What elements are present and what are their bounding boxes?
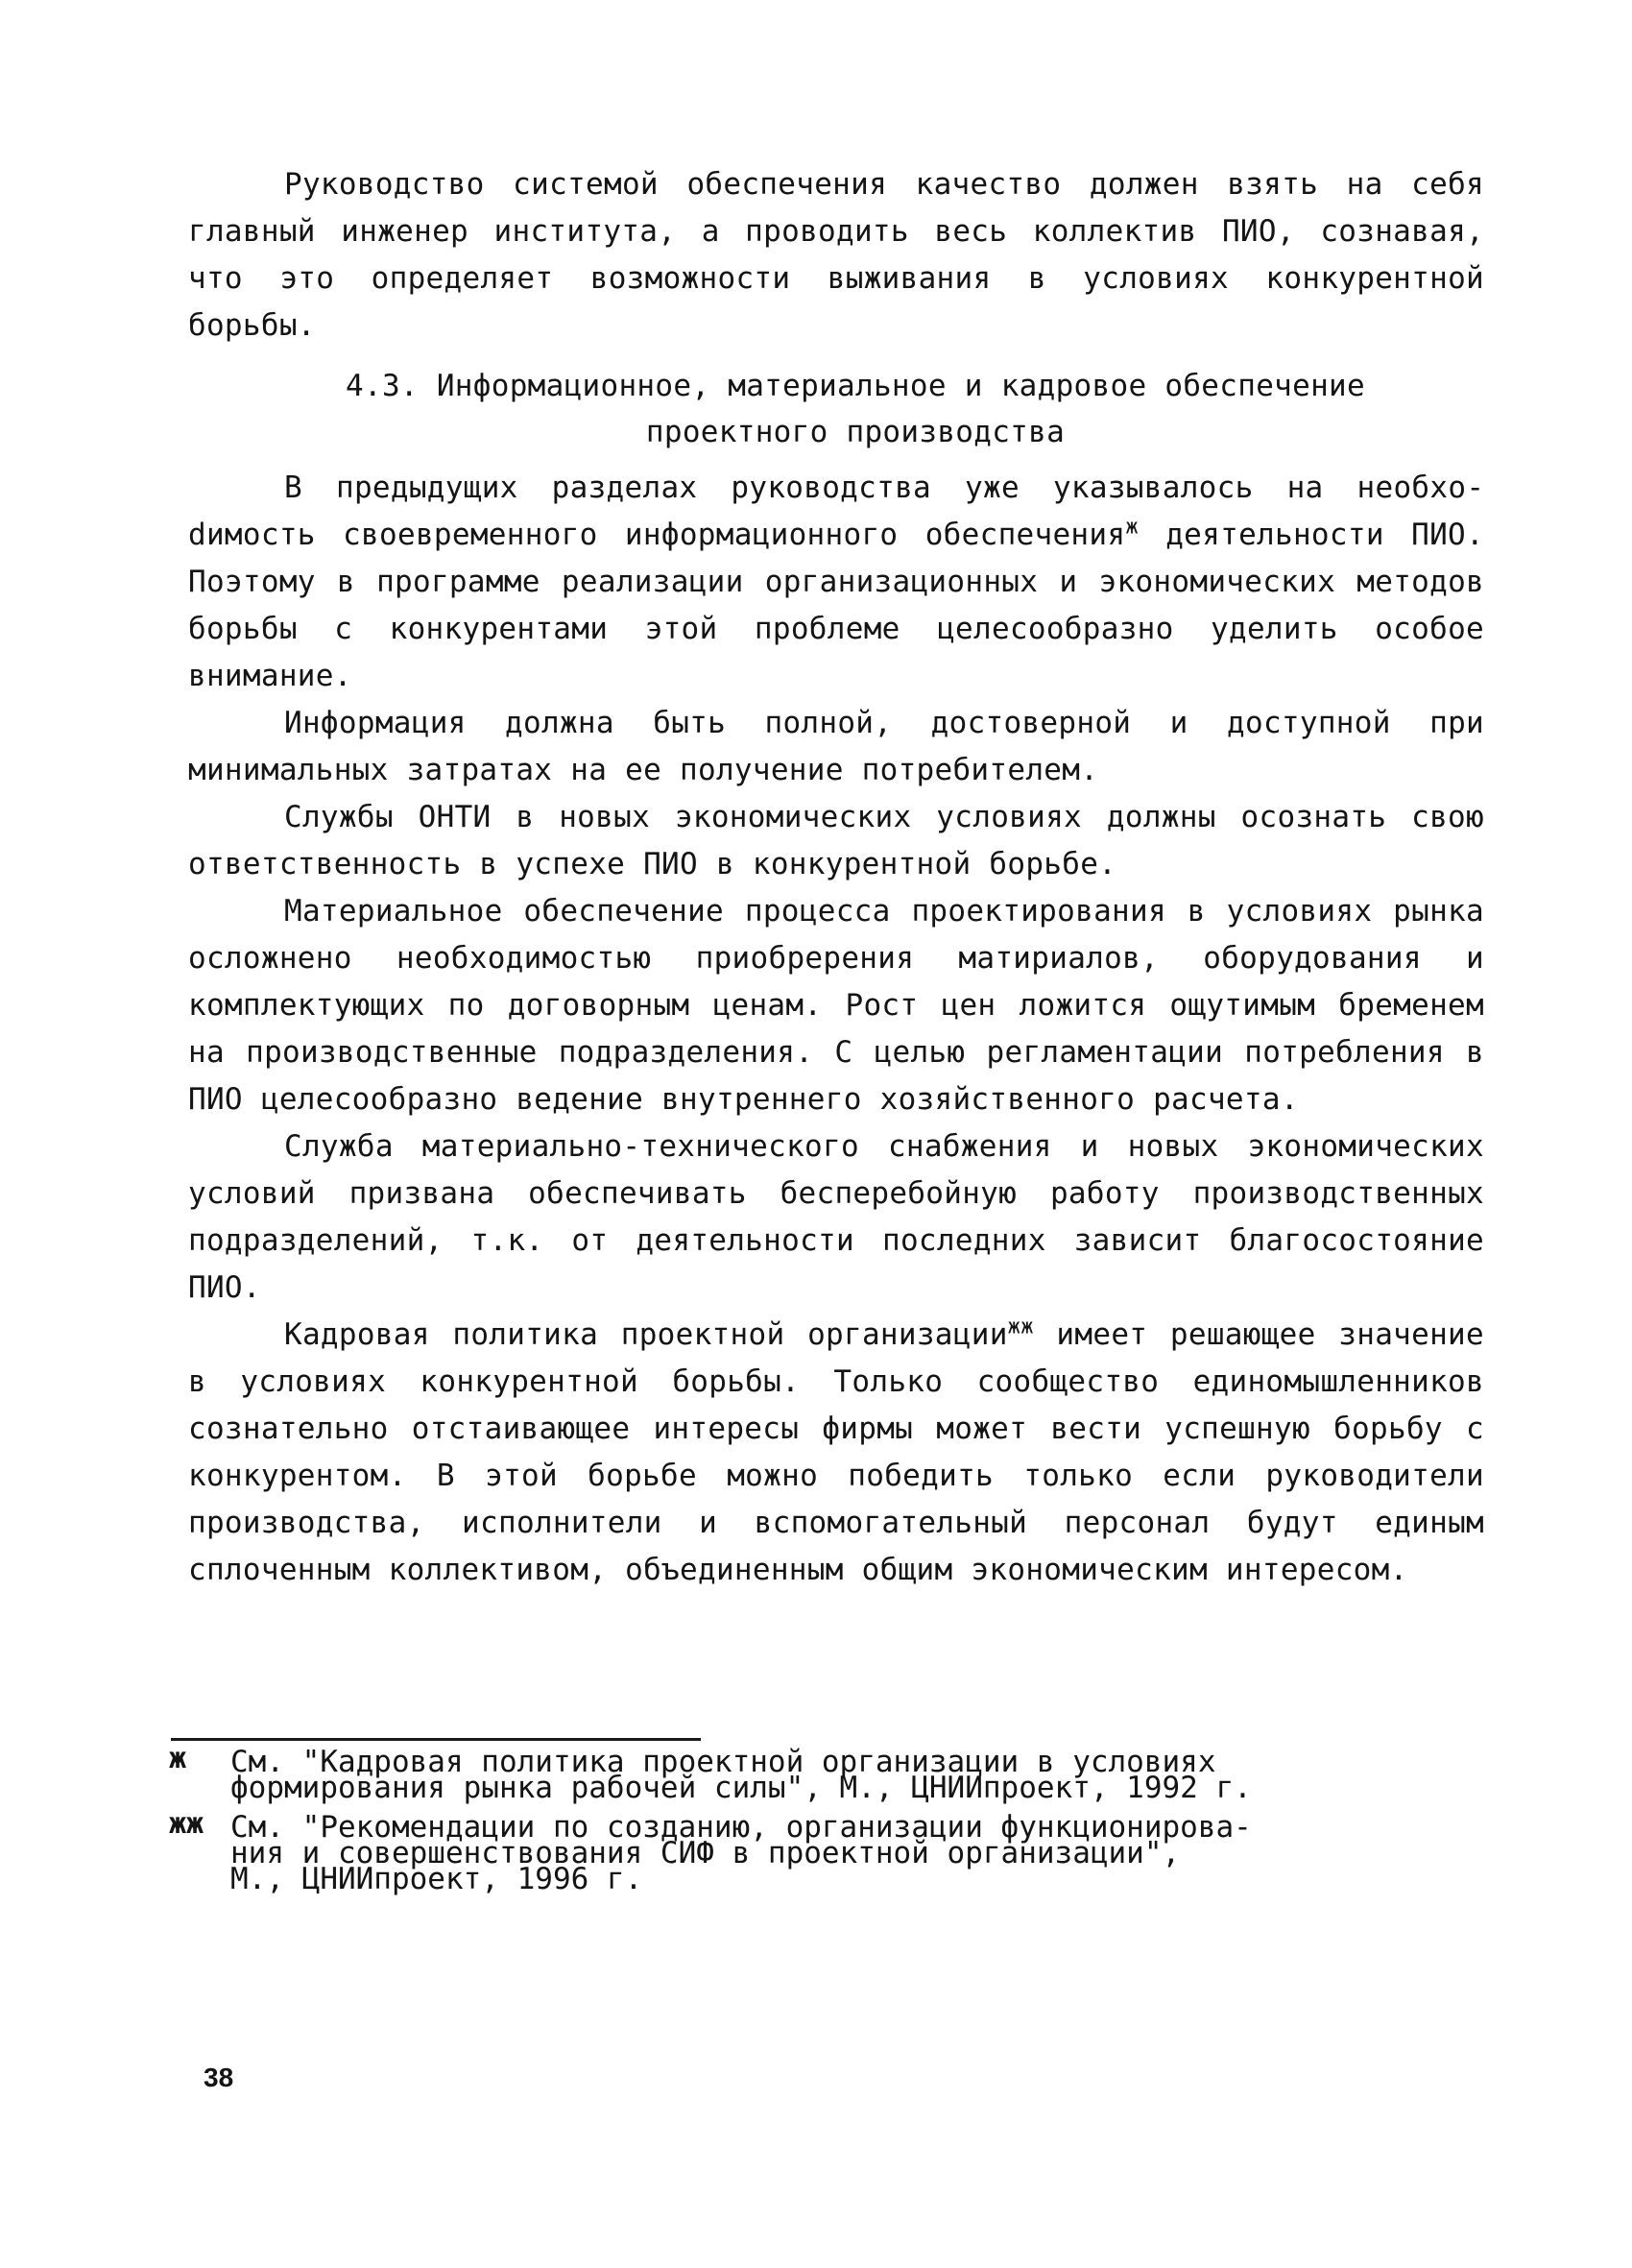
section-heading bbox=[188, 363, 1484, 455]
paragraph-information-support bbox=[188, 465, 1484, 700]
footnote-line: М., ЦНИИпроект, 1996 г. bbox=[230, 1862, 643, 1896]
footnote-line: См. "Рекомендации по созданию, организации функционирова- bbox=[230, 1810, 1252, 1845]
footnote-mark: ж bbox=[169, 1742, 187, 1775]
footnote-line: формирования рынка рабочей силы", М., ЦНИИпроект, 1992 г. bbox=[230, 1771, 1252, 1805]
paragraph-text: деятельности ПИО. Поэтому в программе реализации организационных и экономических методов борьбы с конкурентами этой проблеме целесообразно уделить особое внимание. bbox=[188, 518, 1484, 693]
paragraph-text: имеет решающее значение в условиях конкурентной борьбы. Только сообщество единомышленников сознательно отстаивающее интересы фирмы может вести успешную борьбу с конкурентом. В этой борьбе можно победить только если руководители производства, исполнители и вспомогательный персонал будут единым сплоченным коллективом, объединенным общим экономическим интересом. bbox=[188, 1317, 1484, 1587]
paragraph-quality-management: Руководство системой обеспечения качество должен взять на себя главный инженер института, а проводить весь коллектив ПИО, сознавая, что это определяет возможности выживания в условиях конкурентной борьбы. bbox=[188, 167, 1484, 343]
footnote-line: ния и совершенствования СИФ в проектной организации", bbox=[230, 1836, 1181, 1870]
paragraph-material-support: Материальное обеспечение процесса проектирования в условиях рынка осложнено необходимостью приобререния матириалов, оборудования и комплектующих по договорным ценам. Рост цен ложится ощутимым бременем на производственные подразделения. С целью регламентации потребления в ПИО целесообразно ведение внутреннего хозяйственного расчета. bbox=[188, 894, 1484, 1117]
footnote-mark: жж bbox=[169, 1807, 204, 1841]
paragraph-supply-service: Служба материально-технического снабжения и новых экономических условий призвана обеспечивать бесперебойную работу производственных подразделений, т.к. от деятельности последних зависит благосостояние ПИО. bbox=[188, 1129, 1484, 1305]
footnote-reference: жж bbox=[1007, 1315, 1034, 1339]
paragraph-personnel-policy bbox=[188, 1312, 1484, 1594]
footnote-1 bbox=[169, 1742, 1388, 1805]
paragraph-onti-services: Службы ОНТИ в новых экономических условиях должны осознать свою ответственность в успехе ПИО в конкурентной борьбе. bbox=[188, 800, 1484, 881]
paragraph-information-quality: Информация должна быть полной, достоверной и доступной при минимальных затратах на ее получение потребителем. bbox=[188, 706, 1484, 787]
footnote-2 bbox=[169, 1807, 1388, 1896]
footnote-line: См. "Кадровая политика проектной организации в условиях bbox=[230, 1745, 1216, 1779]
paragraph-text: Кадровая политика проектной организации bbox=[284, 1317, 1008, 1352]
page-number: 38 bbox=[204, 2063, 234, 2092]
body-text bbox=[188, 161, 1484, 1594]
section-heading-line-1: 4.3. Информационное, материальное и кадровое обеспечение bbox=[346, 369, 1365, 403]
footnotes bbox=[169, 1742, 1388, 1906]
paragraph-text: В предыдущих разделах руководства уже указывалось на необхоdимость своевременного информационного обеспечения bbox=[188, 470, 1484, 552]
section-heading-line-2: проектного производства bbox=[645, 415, 1066, 449]
footnote-divider bbox=[171, 1738, 701, 1741]
footnote-reference: ж bbox=[1125, 515, 1139, 540]
